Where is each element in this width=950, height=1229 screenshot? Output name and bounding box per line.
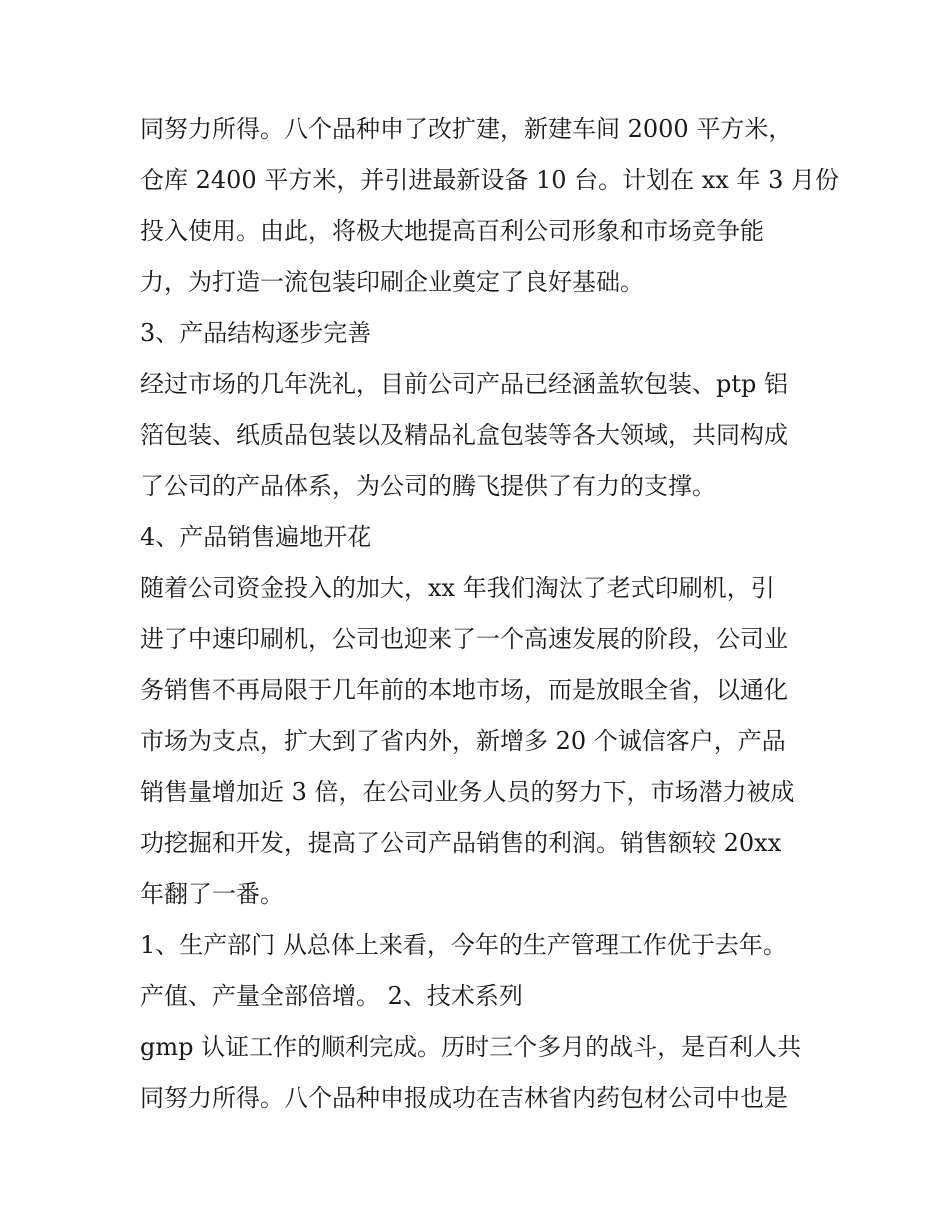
document-body	[140, 104, 839, 1124]
text-line: 箔包装、纸质品包装以及精品礼盒包装等各大领域，共同构成	[140, 421, 788, 449]
text-line: 经过市场的几年洗礼，目前公司产品已经涵盖软包装、ptp 铝	[140, 370, 788, 398]
text-line: 产值、产量全部倍增。 2、技术系列	[140, 982, 523, 1010]
text-line: 了公司的产品体系，为公司的腾飞提供了有力的支撑。	[140, 472, 716, 500]
text-line: 随着公司资金投入的加大，xx 年我们淘汰了老式印刷机，引	[140, 574, 775, 602]
text-line: 功挖掘和开发，提高了公司产品销售的利润。销售额较 20xx	[140, 829, 782, 857]
text-line: 进了中速印刷机，公司也迎来了一个高速发展的阶段，公司业	[140, 625, 788, 653]
text-line: 市场为支点，扩大到了省内外，新增多 20 个诚信客户，产品	[140, 727, 786, 755]
text-line: 销售量增加近 3 倍，在公司业务人员的努力下，市场潜力被成	[140, 778, 795, 806]
section-heading: 3、产品结构逐步完善	[140, 319, 372, 347]
section-heading: 4、产品销售遍地开花	[140, 523, 372, 551]
text-line: gmp 认证工作的顺利完成。历时三个多月的战斗，是百利人共	[140, 1033, 802, 1061]
text-line: 力，为打造一流包装印刷企业奠定了良好基础。	[140, 268, 644, 296]
text-line: 同努力所得。八个品种申了改扩建，新建车间 2000 平方米，	[140, 115, 793, 143]
text-line: 务销售不再局限于几年前的本地市场，而是放眼全省，以通化	[140, 676, 788, 704]
text-line: 同努力所得。八个品种申报成功在吉林省内药包材公司中也是	[140, 1084, 788, 1112]
text-line: 年翻了一番。	[140, 880, 284, 908]
text-line: 仓库 2400 平方米，并引进最新设备 10 台。计划在 xx 年 3 月份	[140, 166, 839, 194]
text-line: 投入使用。由此，将极大地提高百利公司形象和市场竞争能	[140, 217, 764, 245]
text-line: 1、生产部门 从总体上来看，今年的生产管理工作优于去年。	[140, 931, 787, 959]
